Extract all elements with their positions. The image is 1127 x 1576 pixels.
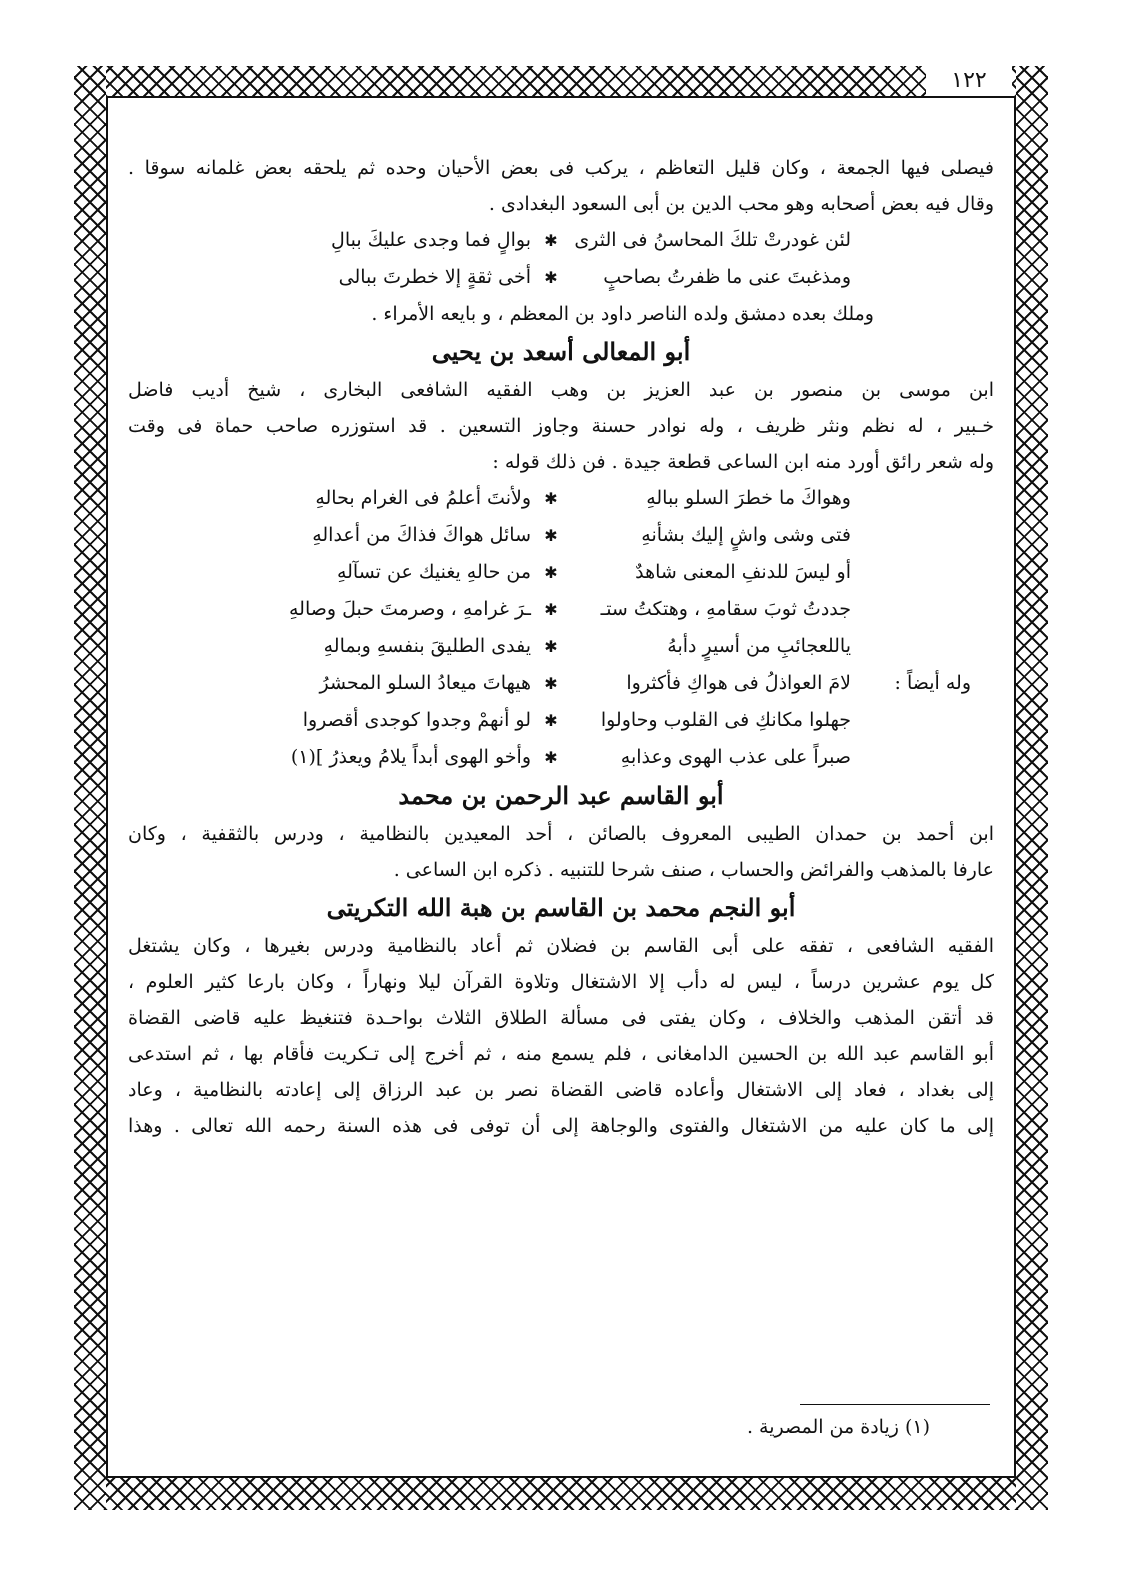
text-line: قد أتقن المذهب والخلاف ، وكان يفتى فى مسألة الطلاق الثلاث بواحـدة فتنغيظ عليه قاضى القضاة	[128, 1007, 994, 1029]
ornamental-border-left	[74, 66, 106, 1510]
verse-second-hemistich: يفدى الطليقَ بنفسهِ وبمالهِ	[323, 635, 531, 657]
verse-second-hemistich: بوالٍ فما وجدى عليكَ ببالِ	[331, 229, 531, 251]
text-line: إلى ما كان عليه من الاشتغال والفتوى والوجاهة إلى أن توفى فى هذه السنة رحمه الله تعالى . وهذا	[128, 1115, 994, 1137]
verse-line	[128, 222, 994, 259]
text-line: إلى بغداد ، فعاد إلى الاشتغال وأعاده قاضى القضاة نصر بن عبد الرزاق إلى إعادته بالنظامية ، وعاد	[128, 1079, 994, 1101]
verse-line	[128, 554, 994, 591]
section-heading: أبو المعالى أسعد بن يحيى	[431, 337, 691, 366]
verse-separator-icon: ✱	[544, 637, 558, 656]
text-line: الفقيه الشافعى ، تفقه على أبى القاسم بن فضلان ثم أعاد بالنظامية ودرس بغيرها ، وكان يشتغل	[128, 935, 994, 957]
verse-first-hemistich: ومذغبتَ عنى ما ظفرتُ بصاحبٍ	[603, 266, 851, 288]
verse-separator-icon: ✱	[544, 268, 558, 287]
verse-second-hemistich: لو أنهمْ وجدوا كوجدى أقصروا	[302, 709, 531, 731]
ornamental-border-top	[74, 66, 1048, 96]
verse-line	[128, 739, 994, 776]
verse-second-hemistich: ـرَ غرامهِ ، وصرمتَ حبلَ وصالهِ	[288, 598, 531, 620]
verse-line	[128, 665, 994, 702]
text-line: وله شعر رائق أورد منه ابن الساعى قطعة جيدة . فن ذلك قوله :	[492, 451, 994, 473]
verse-separator-icon: ✱	[544, 563, 558, 582]
text-line: ابن أحمد بن حمدان الطيبى المعروف بالصائن ، أحد المعيدين بالنظامية ، ودرس بالثقفية ، وكان	[128, 823, 994, 845]
page-number: ١٢٢	[926, 66, 1012, 96]
footnote: (١) زيادة من المصرية .	[746, 1416, 930, 1438]
verse-line	[128, 628, 994, 665]
text-line: فيصلى فيها الجمعة ، وكان قليل التعاظم ، يركب فى بعض الأحيان وحده ثم يلحقه بعض غلمانه سوقا .	[128, 157, 994, 179]
verse-first-hemistich: فتى وشى واشٍ إليك بشأنهِ	[641, 524, 851, 546]
verse-line	[128, 480, 994, 517]
verse-first-hemistich: جددتُ ثوبَ سقامهِ ، وهتكتُ ستـ	[600, 598, 851, 620]
verse-first-hemistich: لئن غودرتْ تلكَ المحاسنُ فى الثرى	[574, 229, 851, 251]
verse-first-hemistich: وهواكَ ما خطرَ السلو ببالهِ	[646, 487, 851, 509]
verse-second-hemistich: أخى ثقةٍ إلا خطرتَ ببالى	[338, 266, 531, 288]
verse-first-hemistich: صبراً على عذب الهوى وعذابهِ	[620, 746, 851, 768]
verse-first-hemistich: ياللعجائبِ من أسيرٍ دأبهُ	[667, 635, 851, 657]
verse-second-hemistich: وأخو الهوى أبداً يلامُ ويعذرُ ](١)	[290, 746, 531, 768]
verse-separator-icon: ✱	[544, 711, 558, 730]
verse-line	[128, 591, 994, 628]
verse-separator-icon: ✱	[544, 526, 558, 545]
verse-line	[128, 259, 994, 296]
verse-first-hemistich: لامَ العواذلُ فى هواكِ فأكثروا	[626, 672, 851, 694]
text-line: خـبير ، له نظم ونثر ظريف ، وله نوادر حسنة وجاوز التسعين . قد استوزره صاحب حماة فى وقت	[128, 415, 994, 437]
verse-first-hemistich: أو ليسَ للدنفِ المعنى شاهدٌ	[635, 561, 851, 583]
verse-separator-icon: ✱	[544, 489, 558, 508]
verse-second-hemistich: سائل هواكَ فذاكَ من أعدالهِ	[312, 524, 531, 546]
verse-line	[128, 517, 994, 554]
ornamental-border-right	[1016, 66, 1048, 1510]
text-line: ابن موسى بن منصور بن عبد العزيز بن وهب الفقيه الشافعى البخارى ، شيخ أديب فاضل	[128, 379, 994, 401]
footnote-divider	[800, 1404, 990, 1405]
section-heading: أبو القاسم عبد الرحمن بن محمد	[398, 781, 724, 810]
verse-second-hemistich: ولأنتَ أعلمُ فى الغرام بحالهِ	[315, 487, 531, 509]
verse-line	[128, 702, 994, 739]
verse-lead: وله أيضاً :	[894, 672, 971, 694]
text-line: كل يوم عشرين درساً ، ليس له دأب إلا الاشتغال وتلاوة القرآن ليلا ونهاراً ، وكان بارعا كثير العلوم ،	[128, 971, 994, 993]
section-heading: أبو النجم محمد بن القاسم بن هبة الله التكريتى	[326, 893, 796, 922]
text-line: أبو القاسم عبد الله بن الحسين الدامغانى ، فلم يسمع منه ، ثم أخرج إلى تـكريت فأقام بها ، ثم استدعى	[128, 1043, 994, 1065]
verse-separator-icon: ✱	[544, 231, 558, 250]
text-line: وملك بعده دمشق ولده الناصر داود بن المعظم ، و بايعه الأمراء .	[371, 303, 874, 325]
verse-first-hemistich: جهلوا مكانكِ فى القلوب وحاولوا	[600, 709, 851, 731]
ornamental-border-bottom	[74, 1478, 1048, 1510]
text-line: عارفا بالمذهب والفرائض والحساب ، صنف شرحا للتنبيه . ذكره ابن الساعى .	[393, 859, 994, 881]
text-line: وقال فيه بعض أصحابه وهو محب الدين بن أبى السعود البغدادى .	[488, 193, 994, 215]
verse-second-hemistich: هيهاتَ ميعادُ السلو المحشرُ	[319, 672, 531, 694]
page-body	[128, 150, 994, 1144]
verse-separator-icon: ✱	[544, 600, 558, 619]
verse-separator-icon: ✱	[544, 674, 558, 693]
verse-separator-icon: ✱	[544, 748, 558, 767]
verse-second-hemistich: من حالهِ يغنيك عن تسآلهِ	[336, 561, 531, 583]
